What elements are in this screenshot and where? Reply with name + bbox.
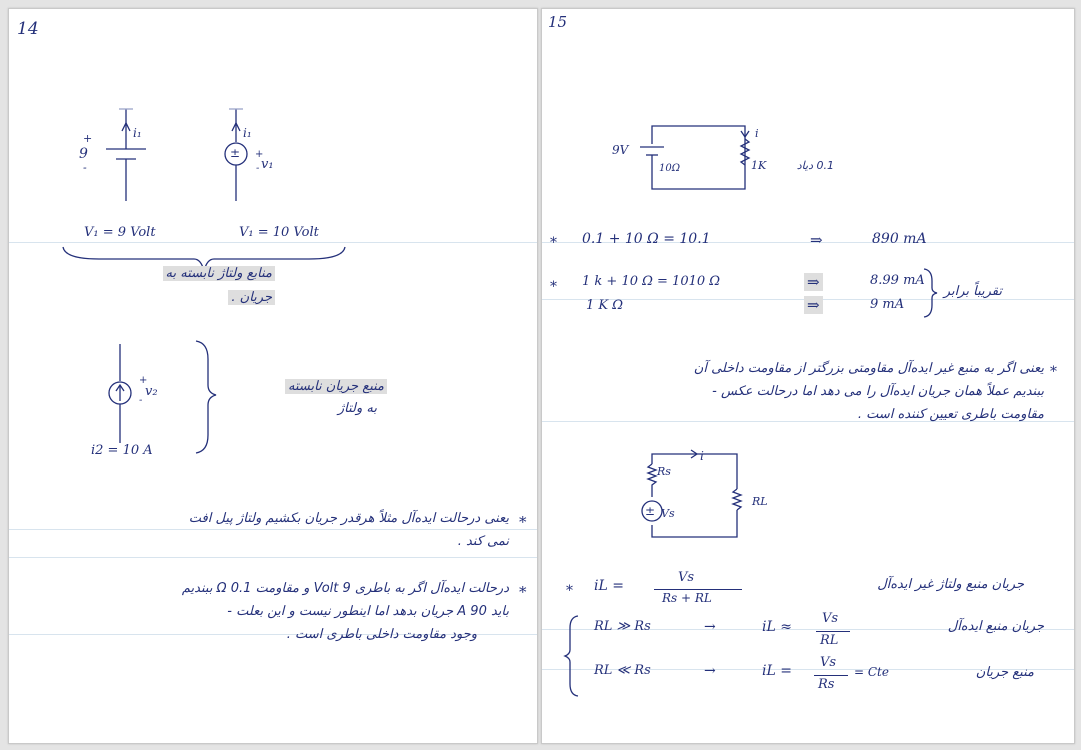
- minus-sign: -: [256, 163, 260, 174]
- case-label: جریان منبع ایده‌آل: [947, 619, 1044, 634]
- minus-sign: -: [83, 161, 87, 174]
- brace-right: [194, 339, 224, 459]
- voltage-equation-10v: V₁ = 10 Volt: [239, 225, 319, 240]
- bullet-star: *: [1050, 364, 1057, 380]
- note-ideal-battery: نمی کند .: [457, 534, 509, 549]
- current-source-text: منبع جریان نابسته: [285, 379, 387, 394]
- plus-sign: +: [139, 375, 148, 386]
- source-voltage-label: Vs: [661, 507, 675, 520]
- plus-sign: +: [255, 149, 264, 160]
- current-source-text: به ولتاژ: [337, 401, 377, 416]
- calc-result: 890 mA: [872, 231, 927, 247]
- voltage-label-v2: v₂: [145, 384, 158, 399]
- voltage-equation-9v: V₁ = 9 Volt: [84, 225, 156, 240]
- calc-sum: 0.1 + 10 Ω = 10.1: [582, 231, 711, 247]
- page-number: 14: [17, 19, 39, 39]
- circuit-rs-rl-diagram: [637, 449, 747, 549]
- source-resistance-label: Rs: [657, 465, 671, 478]
- approx-equal-note: تقریباً برابر: [943, 284, 1002, 299]
- case-arrow: →: [704, 619, 716, 635]
- source-symbol: ±: [645, 504, 656, 518]
- fraction-bar: [814, 675, 848, 676]
- voltage-value: 9: [79, 146, 88, 162]
- current-label: i: [755, 127, 759, 140]
- explanation-text: مقاومت باطری تعیین کننده است .: [857, 407, 1044, 422]
- battery-voltage: 9V: [612, 143, 629, 157]
- calc-result: 9 mA: [870, 297, 905, 312]
- case-arrow: →: [704, 663, 716, 679]
- case-label: منبع جریان: [975, 665, 1034, 680]
- notebook-page-14: [8, 8, 538, 744]
- ruled-line: [9, 242, 537, 243]
- page-number: 15: [548, 13, 568, 31]
- formula-lhs: iL =: [594, 578, 624, 594]
- note-ideal-battery: یعنی درحالت ایده‌آل مثلاً هرقدر جریان بکشیم ولتاژ پیل افت: [188, 511, 509, 526]
- case-lhs: iL =: [762, 663, 792, 679]
- current-label: i₁: [133, 126, 142, 140]
- circuit-battery-load-diagram: [632, 119, 762, 209]
- load-resistance-label: RL: [752, 495, 768, 508]
- note-internal-resistance: وجود مقاومت داخلی باطری است .: [286, 627, 477, 642]
- implies-arrow: ⇒: [804, 273, 823, 291]
- bullet-star: *: [550, 279, 557, 295]
- note-internal-resistance: درحالت ایده‌آل اگر به باطری 9 Volt و مقاومت 0.1 Ω ببندیم: [181, 581, 509, 596]
- load-resistance: 1K: [751, 159, 767, 172]
- dependent-voltage-text: جریان .: [228, 290, 275, 305]
- bullet-star: *: [519, 583, 527, 601]
- explanation-text: یعنی اگر به منبع غیر ایده‌آل مقاومتی بزرگتر از مقاومت داخلی آن: [693, 361, 1044, 376]
- current-label: i₁: [243, 126, 252, 140]
- ruled-line: [9, 557, 537, 558]
- case-numerator: Vs: [822, 611, 839, 626]
- internal-resistance: 10Ω: [659, 163, 681, 174]
- implies-arrow: ⇒: [810, 231, 823, 249]
- plus-sign: +: [83, 132, 93, 145]
- brace-right: [922, 267, 942, 319]
- bullet-star: *: [566, 583, 573, 599]
- fraction-bar: [654, 589, 742, 590]
- case-denominator: Rs: [818, 677, 835, 692]
- note-internal-resistance: باید 90 A جریان بدهد اما اینطور نیست و این بعلت -: [227, 604, 509, 619]
- fraction-bar: [816, 631, 850, 632]
- case-denominator: RL: [820, 633, 839, 648]
- case-condition: RL ≫ Rs: [594, 619, 651, 634]
- calc-sum: 1 k + 10 Ω = 1010 Ω: [582, 274, 721, 289]
- case-lhs: iL ≈: [762, 619, 792, 635]
- voltage-label-v1: v₁: [261, 157, 274, 172]
- resistance-note: 0.1 دیاد: [796, 159, 834, 172]
- case-constant: = Cte: [854, 665, 889, 679]
- formula-numerator: Vs: [678, 570, 695, 585]
- explanation-text: ببندیم عملاً همان جریان ایده‌آل را می دهد اما درحالت عکس -: [712, 384, 1044, 399]
- dependent-voltage-text: منابع ولتاژ نابسته به: [163, 266, 275, 281]
- source-symbol: ±: [230, 146, 241, 160]
- current-equation: i2 = 10 A: [91, 443, 153, 458]
- bullet-star: *: [519, 513, 527, 531]
- implies-arrow: ⇒: [804, 296, 823, 314]
- minus-sign: -: [139, 395, 143, 406]
- calc-sum: 1 K Ω: [586, 298, 624, 313]
- brace-left: [562, 614, 582, 699]
- case-numerator: Vs: [820, 655, 837, 670]
- ruled-line: [9, 529, 537, 530]
- notebook-page-15: [541, 8, 1075, 744]
- calc-result: 8.99 mA: [870, 273, 925, 288]
- formula-denominator: Rs + RL: [662, 591, 712, 605]
- formula-label: جریان منبع ولتاژ غیر ایده‌آل: [877, 577, 1024, 592]
- bullet-star: *: [550, 235, 557, 251]
- current-label: i: [700, 449, 704, 463]
- case-condition: RL ≪ Rs: [594, 663, 651, 678]
